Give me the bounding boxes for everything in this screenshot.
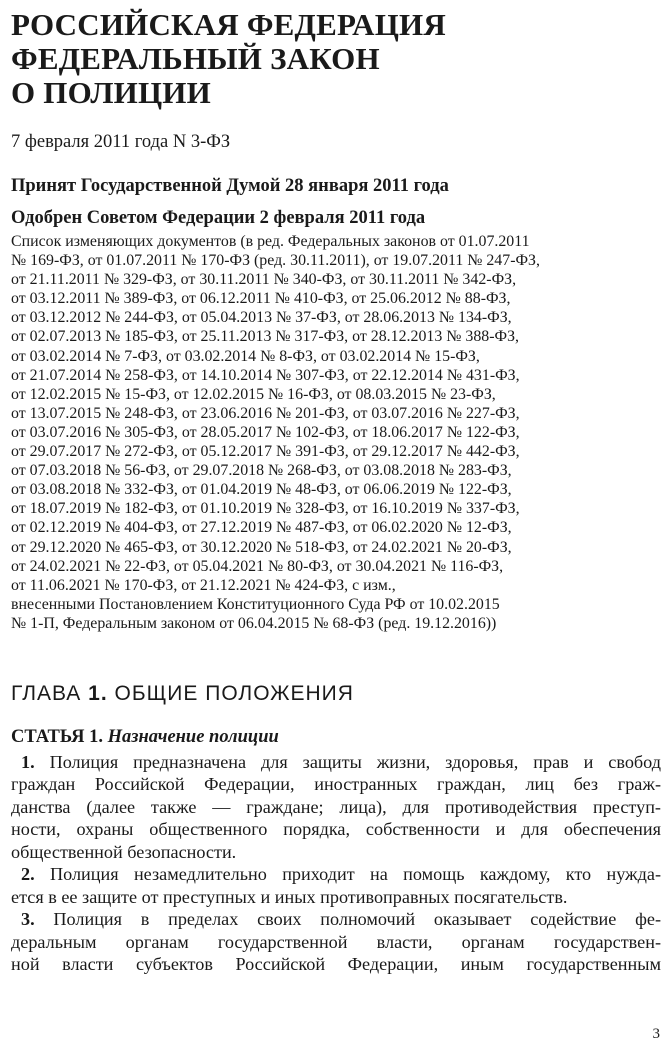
amendment-line: от 12.02.2015 № 15-ФЗ, от 12.02.2015 № 16-ФЗ, от 08.03.2015 № 23-ФЗ, — [11, 385, 496, 403]
amendment-line: № 169-ФЗ, от 01.07.2011 № 170-ФЗ (ред. 30.11.2011), от 19.07.2011 № 247-ФЗ, — [11, 252, 540, 270]
document-page — [11, 0, 661, 976]
amendments-list — [11, 232, 661, 633]
title-line-country: РОССИЙСКАЯ ФЕДЕРАЦИЯ — [11, 7, 446, 42]
paragraph-number: 2. — [21, 864, 35, 885]
article-heading — [11, 725, 661, 749]
approved-by-federation-council: Одобрен Советом Федерации 2 февраля 2011 года — [11, 208, 426, 228]
chapter-label: ГЛАВА — [11, 681, 82, 705]
amendment-line: № 1-П, Федеральным законом от 06.04.2015 № 68-ФЗ (ред. 19.12.2016)) — [11, 614, 497, 632]
paragraph-number: 1. — [21, 751, 35, 772]
amendment-line: от 21.07.2014 № 258-ФЗ, от 14.10.2014 № 307-ФЗ, от 22.12.2014 № 431-ФЗ, — [11, 366, 520, 384]
amendment-line: от 03.12.2012 № 244-ФЗ, от 05.04.2013 № 37-ФЗ, от 28.06.2013 № 134-ФЗ, — [11, 309, 512, 327]
amendment-line: от 29.07.2017 № 272-ФЗ, от 05.12.2017 № 391-ФЗ, от 29.12.2017 № 442-ФЗ, — [11, 443, 520, 461]
article-paragraph — [11, 863, 661, 908]
paragraph-text: Полиция предназначена для защиты жизни, здоровья, прав и свобод — [49, 751, 661, 772]
amendment-line: от 03.02.2014 № 7-ФЗ, от 03.02.2014 № 8-ФЗ, от 03.02.2014 № 15-ФЗ, — [11, 347, 480, 365]
amendment-line: от 24.02.2021 № 22-ФЗ, от 05.04.2021 № 80-ФЗ, от 30.04.2021 № 116-ФЗ, — [11, 557, 504, 575]
article-paragraph — [11, 751, 661, 864]
title-line-subject: О ПОЛИЦИИ — [11, 75, 211, 110]
paragraph-first-line — [11, 908, 661, 931]
article-label: СТАТЬЯ 1. — [11, 726, 103, 747]
page-number: 3 — [652, 1026, 660, 1042]
paragraph-first-line — [11, 863, 661, 886]
amendment-line: Список изменяющих документов (в ред. Федеральных законов от 01.07.2011 — [11, 233, 530, 250]
paragraph-text: Полиция в пределах своих полномочий оказывает содействие фе- — [53, 909, 662, 930]
amendment-line: внесенными Постановлением Конституционного Суда РФ от 10.02.2015 — [11, 595, 500, 613]
title-line-law-type: ФЕДЕРАЛЬНЫЙ ЗАКОН — [11, 41, 380, 76]
paragraph-last-line: общественной безопасности. — [11, 841, 237, 862]
chapter-title: ОБЩИЕ ПОЛОЖЕНИЯ — [114, 681, 354, 705]
paragraph-text: Полиция незамедлительно приходит на помощь каждому, кто нужда- — [49, 864, 662, 885]
law-date: 7 февраля 2011 года N 3-ФЗ — [11, 132, 231, 152]
paragraph-line: деральным органам государственной власти, органам государствен- — [11, 931, 661, 952]
amendment-line: от 03.12.2011 № 389-ФЗ, от 06.12.2011 № 410-ФЗ, от 25.06.2012 № 88-ФЗ, — [11, 290, 511, 308]
paragraph-line: граждан Российской Федерации, иностранных граждан, лиц без граж- — [11, 774, 661, 795]
chapter-heading — [11, 681, 661, 707]
paragraph-first-line — [11, 751, 661, 774]
chapter-number: 1. — [88, 681, 108, 705]
article-title: Назначение полиции — [107, 726, 279, 747]
document-title — [11, 8, 661, 110]
paragraph-line: ной власти субъектов Российской Федерации, иным государственным — [11, 954, 661, 975]
amendment-line: от 11.06.2021 № 170-ФЗ, от 21.12.2021 № 424-ФЗ, с изм., — [11, 576, 396, 594]
amendment-line: от 02.07.2013 № 185-ФЗ, от 25.11.2013 № 317-ФЗ, от 28.12.2013 № 388-ФЗ, — [11, 328, 520, 346]
article-paragraph — [11, 908, 661, 976]
amendment-line: от 21.11.2011 № 329-ФЗ, от 30.11.2011 № 340-ФЗ, от 30.11.2011 № 342-ФЗ, — [11, 271, 517, 289]
adopted-by-duma: Принят Государственной Думой 28 января 2011 года — [11, 176, 449, 196]
paragraph-number: 3. — [21, 909, 35, 930]
amendment-line: от 13.07.2015 № 248-ФЗ, от 23.06.2016 № 201-ФЗ, от 03.07.2016 № 227-ФЗ, — [11, 404, 520, 422]
amendment-line: от 03.08.2018 № 332-ФЗ, от 01.04.2019 № 48-ФЗ, от 06.06.2019 № 122-ФЗ, — [11, 481, 512, 499]
amendment-line: от 02.12.2019 № 404-ФЗ, от 27.12.2019 № 487-ФЗ, от 06.02.2020 № 12-ФЗ, — [11, 519, 512, 537]
paragraph-last-line: ется в ее защите от преступных и иных противоправных посягательств. — [11, 886, 568, 907]
amendment-line: от 18.07.2019 № 182-ФЗ, от 01.10.2019 № 328-ФЗ, от 16.10.2019 № 337-ФЗ, — [11, 500, 520, 518]
paragraph-line: данства (далее также — граждане; лица), для противодействия преступ- — [11, 796, 661, 817]
paragraph-line: ности, охраны общественного порядка, собственности и для обеспечения — [11, 819, 661, 840]
article-body — [11, 751, 661, 976]
amendment-line: от 03.07.2016 № 305-ФЗ, от 28.05.2017 № 102-ФЗ, от 18.06.2017 № 122-ФЗ, — [11, 423, 520, 441]
amendment-line: от 07.03.2018 № 56-ФЗ, от 29.07.2018 № 268-ФЗ, от 03.08.2018 № 283-ФЗ, — [11, 462, 512, 480]
amendment-line: от 29.12.2020 № 465-ФЗ, от 30.12.2020 № 518-ФЗ, от 24.02.2021 № 20-ФЗ, — [11, 538, 512, 556]
